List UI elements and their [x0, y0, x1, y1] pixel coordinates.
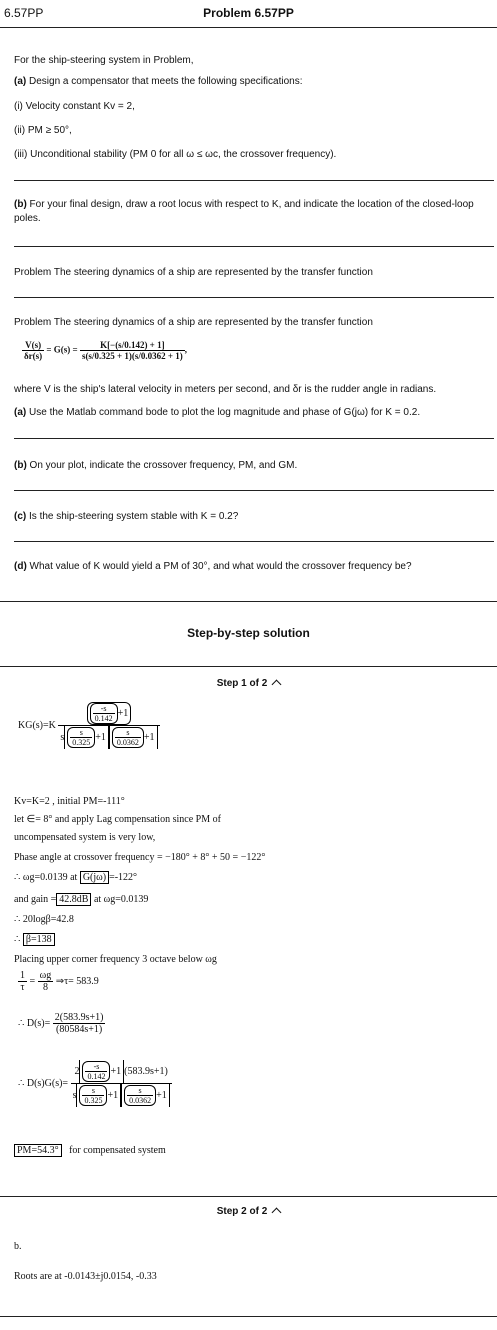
- chevron-up-icon: [272, 680, 282, 690]
- divider: [0, 27, 497, 28]
- sol-corner-freq: Placing upper corner frequency 3 octave below ωg: [14, 954, 217, 965]
- tau-equation: $\frac{1}{\tau}$ = $\frac{\omega g}{8}$ ⇒τ= 583.9: [20, 970, 99, 993]
- divider: [0, 601, 497, 602]
- sol-gain: and gain = 42.8dB at ωg=0.0139: [14, 894, 149, 905]
- step-2-toggle[interactable]: Step 2 of 2: [0, 1206, 497, 1217]
- problem-id: 6.57PP: [4, 6, 44, 20]
- divider: [0, 1316, 497, 1317]
- chevron-up-icon: [272, 1208, 282, 1218]
- spec-ii: (ii) PM ≥ 50°,: [14, 125, 72, 136]
- sol-crossover: ∴ ωg=0.0139 at G(jω) =-122°: [14, 872, 138, 883]
- divider: [0, 1196, 497, 1197]
- spec-iii: (iii) Unconditional stability (PM 0 for all ω ≤ ωc, the crossover frequency).: [14, 149, 337, 160]
- question-a: (a) Use the Matlab command bode to plot the log magnitude and phase of G(jω) for K = 0.2.: [14, 407, 421, 418]
- part-a-spec: (a) Design a compensator that meets the following specifications:: [14, 76, 303, 87]
- sol-kv: Kv=K=2 , initial PM=-111°: [14, 796, 125, 807]
- part-b-root-locus: (b) For your final design, draw a root locus with respect to K, and indicate the location of the closed-loop poles.: [14, 199, 474, 224]
- page-title: Problem 6.57PP: [203, 6, 294, 20]
- divider: [14, 246, 494, 247]
- sol-20logbeta: ∴ 20logβ=42.8: [14, 914, 74, 925]
- kg-equation: KG(s)=K $\frac{-s}{0.142}$ +1 s $\frac{s}{0.325}$ +1 $\frac{s}{0.0362}$ +1: [18, 702, 160, 749]
- sol-roots: Roots are at -0.0143±j0.0154, -0.33: [14, 1271, 157, 1282]
- problem-ref-1: Problem The steering dynamics of a ship are represented by the transfer function: [14, 267, 373, 278]
- step-1-toggle[interactable]: Step 1 of 2: [0, 678, 497, 689]
- transfer-function: $\frac{V(s)}{\delta r(s)}$ = G(s) = $\frac{K[-(s/0.142) + 1]}{s(s/0.325 + 1)(s/0.0362 + 1)}$ ,: [24, 340, 187, 361]
- sol-part-b-label: b.: [14, 1241, 22, 1252]
- sol-let: let ∈= 8° and apply Lag compensation since PM of: [14, 814, 221, 825]
- sol-uncomp: uncompensated system is very low,: [14, 832, 156, 843]
- question-c: (c) Is the ship-steering system stable with K = 0.2?: [14, 511, 239, 522]
- question-b: (b) On your plot, indicate the crossover frequency, PM, and GM.: [14, 460, 298, 471]
- divider: [0, 666, 497, 667]
- d-equation: ∴ D(s)= $\frac{2(583.9s+1)}{(80584s+1)}$: [18, 1012, 104, 1035]
- divider: [14, 180, 494, 181]
- spec-i: (i) Velocity constant Kv = 2,: [14, 101, 135, 112]
- sol-beta: ∴ β=138: [14, 933, 55, 947]
- solution-heading: Step-by-step solution: [187, 626, 310, 640]
- divider: [14, 297, 494, 298]
- tf-description: where V is the ship's lateral velocity in meters per second, and δr is the rudder angle in radians.: [14, 384, 437, 395]
- page-header: [0, 0, 497, 26]
- problem-intro: For the ship-steering system in Problem,: [14, 55, 194, 66]
- problem-ref-2: Problem The steering dynamics of a ship are represented by the transfer function: [14, 317, 373, 328]
- dg-equation: ∴ D(s)G(s)= 2 $\frac{-s}{0.142}$ +1 (583.9s+1) s $\frac{s}{0.325}$ +1 $\frac{s}{0.0362}$ +1: [18, 1060, 172, 1107]
- question-d: (d) What value of K would yield a PM of 30°, and what would the crossover frequency be?: [14, 561, 412, 572]
- sol-pm-result: PM=54.3° for compensated system: [14, 1144, 166, 1158]
- divider: [14, 438, 494, 439]
- divider: [14, 490, 494, 491]
- sol-phase-angle: Phase angle at crossover frequency = −180° + 8° + 50 = −122°: [14, 852, 266, 863]
- divider: [14, 541, 494, 542]
